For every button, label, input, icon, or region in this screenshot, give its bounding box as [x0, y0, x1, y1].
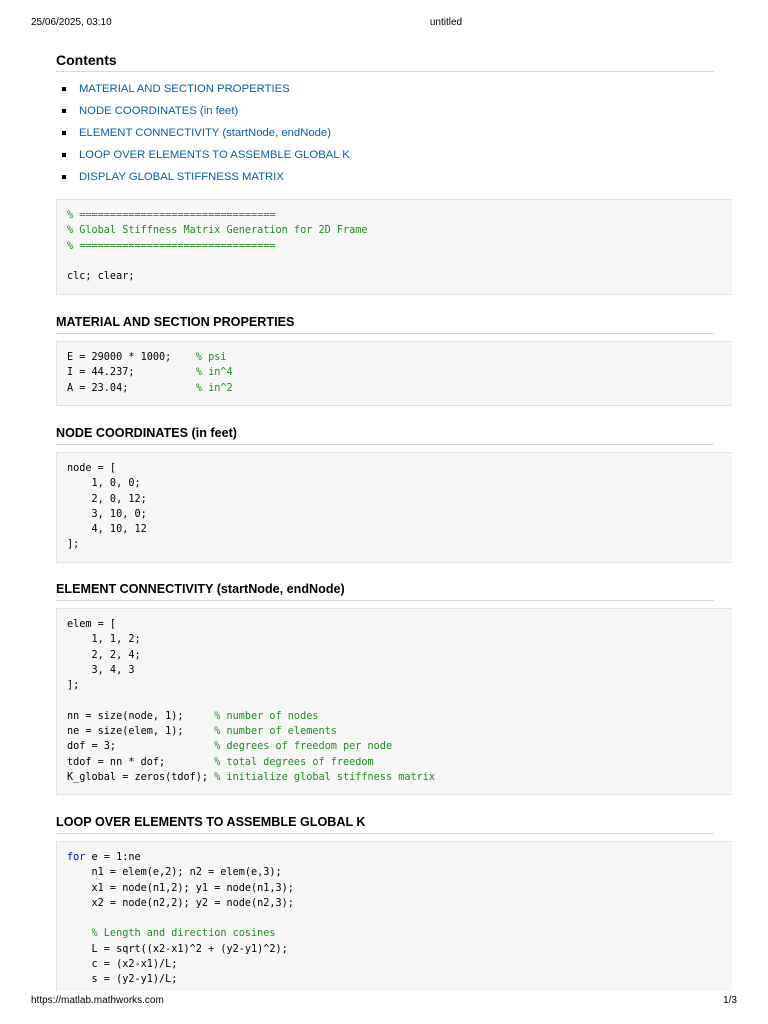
- code-text: dof = 3;: [67, 741, 215, 753]
- toc-link-elements[interactable]: ELEMENT CONNECTIVITY (startNode, endNode): [79, 127, 331, 139]
- code-comment: % psi: [195, 352, 227, 363]
- code-comment: % number of nodes: [214, 710, 319, 722]
- bullet-icon: [62, 87, 66, 91]
- code-comment: % in^2: [195, 382, 233, 394]
- code-line: [67, 739, 732, 754]
- code-text: e = 1:ne: [85, 852, 141, 863]
- section-title-material: MATERIAL AND SECTION PROPERTIES: [56, 315, 714, 334]
- code-comment: % ================================: [67, 240, 276, 252]
- code-text: ne = size(elem, 1);: [67, 726, 215, 738]
- code-line: 1, 1, 2;: [67, 634, 141, 646]
- code-comment: % initialize global stiffness matrix: [214, 771, 436, 783]
- code-line: elem = [: [67, 619, 117, 630]
- code-text: E = 29000 * 1000;: [67, 352, 196, 363]
- code-text: nn = size(node, 1);: [67, 710, 215, 722]
- code-keyword: for: [67, 852, 86, 863]
- code-line: node = [: [67, 463, 117, 474]
- code-line: ];: [67, 539, 80, 551]
- code-line: [67, 724, 732, 739]
- code-comment: % Length and direction cosines: [67, 928, 276, 940]
- code-line: [67, 709, 732, 724]
- intro-code-block: [56, 199, 732, 295]
- code-line: x2 = node(n2,2); y2 = node(n2,3);: [67, 897, 294, 909]
- code-text: tdof = nn * dof;: [67, 756, 215, 768]
- code-line: clc; clear;: [67, 271, 135, 283]
- code-comment: % total degrees of freedom: [214, 756, 374, 768]
- code-line: [67, 365, 732, 380]
- table-of-contents: [62, 78, 350, 188]
- toc-item: [62, 144, 350, 166]
- code-line: [67, 850, 732, 865]
- bullet-icon: [62, 175, 66, 179]
- material-code-block: [56, 341, 732, 406]
- print-datetime: 25/06/2025, 03:10: [31, 17, 112, 28]
- code-comment: % degrees of freedom per node: [214, 741, 393, 753]
- code-line: [67, 350, 732, 365]
- code-text: I = 44.237;: [67, 367, 196, 379]
- toc-item: [62, 100, 350, 122]
- code-line: n1 = elem(e,2); n2 = elem(e,3);: [67, 867, 282, 879]
- toc-item: [62, 78, 350, 100]
- code-line: [67, 693, 732, 708]
- code-line: ];: [67, 680, 80, 692]
- code-line: [67, 254, 732, 269]
- code-line: [67, 381, 732, 396]
- code-text: K_global = zeros(tdof);: [67, 771, 215, 783]
- section-title-nodes: NODE COORDINATES (in feet): [56, 426, 714, 445]
- print-title: untitled: [429, 17, 463, 28]
- code-line: L = sqrt((x2-x1)^2 + (y2-y1)^2);: [67, 943, 288, 955]
- code-line: 2, 0, 12;: [67, 493, 147, 505]
- contents-heading: Contents: [56, 52, 714, 72]
- toc-link-material[interactable]: MATERIAL AND SECTION PROPERTIES: [79, 83, 290, 95]
- nodes-code-block: [56, 452, 732, 563]
- section-title-loop: LOOP OVER ELEMENTS TO ASSEMBLE GLOBAL K: [56, 815, 714, 834]
- code-comment: % number of elements: [214, 726, 337, 738]
- code-line: [67, 770, 732, 785]
- code-comment: % ================================: [67, 210, 276, 221]
- bullet-icon: [62, 131, 66, 135]
- code-comment: % Global Stiffness Matrix Generation for 2D Frame: [67, 225, 368, 237]
- toc-link-nodes[interactable]: NODE COORDINATES (in feet): [79, 105, 239, 117]
- code-line: 3, 10, 0;: [67, 508, 147, 520]
- elements-code-block: [56, 608, 732, 795]
- code-line: c = (x2-x1)/L;: [67, 959, 178, 971]
- code-comment: % in^4: [195, 367, 233, 379]
- code-line: 2, 2, 4;: [67, 649, 141, 661]
- bullet-icon: [62, 109, 66, 113]
- toc-item: [62, 166, 350, 188]
- code-line: 3, 4, 3: [67, 664, 135, 676]
- code-line: x1 = node(n1,2); y1 = node(n1,3);: [67, 882, 294, 894]
- code-line: [67, 911, 732, 926]
- toc-link-loop[interactable]: LOOP OVER ELEMENTS TO ASSEMBLE GLOBAL K: [79, 149, 350, 161]
- code-line: [67, 755, 732, 770]
- code-text: A = 23.04;: [67, 382, 196, 394]
- code-line: 1, 0, 0;: [67, 478, 141, 490]
- section-title-elements: ELEMENT CONNECTIVITY (startNode, endNode): [56, 582, 714, 601]
- code-line: 4, 10, 12: [67, 524, 147, 536]
- toc-link-display[interactable]: DISPLAY GLOBAL STIFFNESS MATRIX: [79, 171, 284, 183]
- print-url: https://matlab.mathworks.com: [31, 995, 164, 1006]
- code-line: s = (y2-y1)/L;: [67, 974, 178, 986]
- loop-code-block: [56, 841, 732, 991]
- bullet-icon: [62, 153, 66, 157]
- toc-item: [62, 122, 350, 144]
- page-number: 1/3: [723, 995, 737, 1006]
